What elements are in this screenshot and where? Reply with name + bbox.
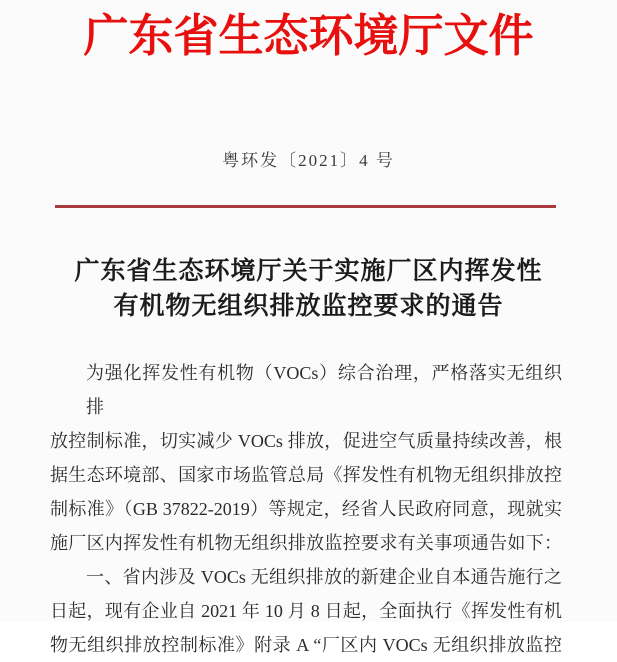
- body-line: 据生态环境部、国家市场监管总局《挥发性有机物无组织排放控: [50, 465, 562, 485]
- body-line: 放控制标准，切实减少 VOCs 排放，促进空气质量持续改善，根: [50, 431, 562, 451]
- body-text: [50, 356, 562, 662]
- document-number: 粤环发〔2021〕4 号: [222, 151, 395, 170]
- body-line: 一、省内涉及 VOCs 无组织排放的新建企业自本通告施行之: [86, 567, 562, 587]
- body-line: 施厂区内挥发性有机物无组织排放监控要求有关事项通告如下：: [50, 533, 562, 553]
- notice-title-line1: 广东省生态环境厅关于实施厂区内挥发性: [74, 257, 543, 285]
- body-line: 制标准》（GB 37822-2019）等规定，经省人民政府同意，现就实: [50, 499, 562, 519]
- body-line: 日起，现有企业自 2021 年 10 月 8 日起，全面执行《挥发性有机: [50, 601, 562, 621]
- body-line: 物无组织排放控制标准》附录 A “厂区内 VOCs 无组织排放监控: [50, 635, 562, 655]
- notice-title-line2: 有机物无组织排放监控要求的通告: [113, 292, 504, 320]
- agency-header-title: 广东省生态环境厅文件: [83, 11, 534, 61]
- body-line: 为强化挥发性有机物（VOCs）综合治理，严格落实无组织排: [86, 363, 562, 417]
- red-divider-line: [55, 205, 556, 208]
- notice-title: [0, 254, 617, 324]
